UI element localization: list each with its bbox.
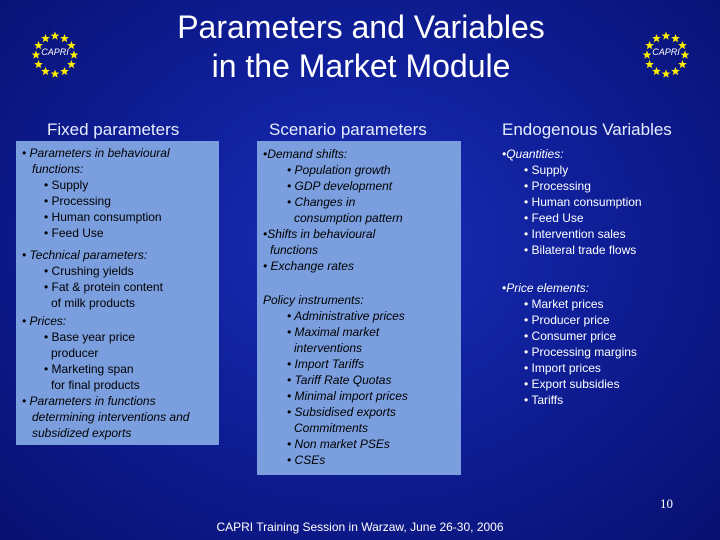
fixed-parameters-heading: Fixed parameters xyxy=(47,120,180,139)
list-item: • Feed Use xyxy=(524,211,584,225)
list-item: consumption pattern xyxy=(294,211,403,225)
list-item: • Export subsidies xyxy=(524,377,620,391)
list-item: subsidized exports xyxy=(32,426,132,440)
star-icon xyxy=(60,67,69,75)
list-item: • Producer price xyxy=(524,313,610,327)
endogenous-variables-list xyxy=(502,146,642,408)
star-icon xyxy=(662,69,671,77)
list-item: • Import Tariffs xyxy=(287,357,365,371)
list-item: • Intervention sales xyxy=(524,227,626,241)
list-item: •Quantities: xyxy=(502,147,564,161)
list-item: • Human consumption xyxy=(44,210,162,224)
list-item: • Parameters in behavioural xyxy=(22,146,170,160)
list-item: • Base year price xyxy=(44,330,135,344)
list-item: of milk products xyxy=(51,296,136,310)
footer-text: CAPRI Training Session in Warzaw, June 26-30, 2006 xyxy=(216,520,504,534)
list-item: determining interventions and xyxy=(32,410,190,424)
page-number: 10 xyxy=(660,496,673,511)
star-icon xyxy=(34,60,43,68)
list-item: • Administrative prices xyxy=(287,309,405,323)
list-item: • Feed Use xyxy=(44,226,104,240)
title-line-2: in the Market Module xyxy=(211,48,511,84)
list-item: • Minimal import prices xyxy=(287,389,408,403)
list-item: • Processing xyxy=(44,194,111,208)
list-item: • CSEs xyxy=(287,453,326,467)
star-icon xyxy=(645,60,654,68)
list-item: •Price elements: xyxy=(502,281,589,295)
star-icon xyxy=(60,34,69,42)
star-icon xyxy=(67,60,76,68)
list-item: for final products xyxy=(51,378,140,392)
star-icon xyxy=(51,69,60,77)
list-item: • Tariff Rate Quotas xyxy=(287,373,392,387)
list-item: • Population growth xyxy=(287,163,391,177)
star-icon xyxy=(652,67,661,75)
scenario-parameters-heading: Scenario parameters xyxy=(269,120,427,139)
list-item: • Bilateral trade flows xyxy=(524,243,637,257)
logo-text: CAPRI xyxy=(41,47,69,57)
star-icon xyxy=(662,31,671,39)
list-item: • Parameters in functions xyxy=(22,394,156,408)
list-item: • Maximal market xyxy=(287,325,380,339)
list-item: • Changes in xyxy=(287,195,356,209)
star-icon xyxy=(671,67,680,75)
list-item: • Tariffs xyxy=(524,393,564,407)
list-item: • Market prices xyxy=(524,297,604,311)
list-item: • Crushing yields xyxy=(44,264,134,278)
capri-logo-right xyxy=(641,30,691,80)
star-icon xyxy=(678,60,687,68)
slide-title xyxy=(100,8,622,86)
star-icon xyxy=(51,31,60,39)
list-item: •Demand shifts: xyxy=(263,147,348,161)
star-icon xyxy=(41,34,50,42)
list-item: Commitments xyxy=(294,421,369,435)
list-item: • Human consumption xyxy=(524,195,642,209)
list-item: • Consumer price xyxy=(524,329,617,343)
list-item: functions xyxy=(270,243,319,257)
list-item: • Non market PSEs xyxy=(287,437,390,451)
list-item: •Shifts in behavioural xyxy=(263,227,376,241)
list-item: • Import prices xyxy=(524,361,601,375)
list-item: • Prices: xyxy=(22,314,67,328)
list-item: • GDP development xyxy=(287,179,393,193)
star-icon xyxy=(41,67,50,75)
fixed-parameters-list xyxy=(22,145,189,441)
list-item: functions: xyxy=(32,162,84,176)
list-item: • Supply xyxy=(524,163,569,177)
list-item: • Technical parameters: xyxy=(22,248,148,262)
list-item: • Exchange rates xyxy=(263,259,354,273)
logo-text: CAPRI xyxy=(652,47,680,57)
title-line-1: Parameters and Variables xyxy=(177,9,545,45)
list-item: • Subsidised exports xyxy=(287,405,396,419)
scenario-parameters-list xyxy=(263,146,408,468)
list-item: • Processing margins xyxy=(524,345,637,359)
list-item: • Marketing span xyxy=(44,362,134,376)
star-icon xyxy=(671,34,680,42)
capri-logo-left xyxy=(30,30,80,80)
list-item: • Supply xyxy=(44,178,89,192)
list-item: producer xyxy=(51,346,99,360)
list-item: Policy instruments: xyxy=(263,293,364,307)
endogenous-variables-heading: Endogenous Variables xyxy=(502,120,672,139)
star-icon xyxy=(652,34,661,42)
list-item: • Fat & protein content xyxy=(44,280,163,294)
list-item: • Processing xyxy=(524,179,591,193)
list-item: interventions xyxy=(294,341,363,355)
